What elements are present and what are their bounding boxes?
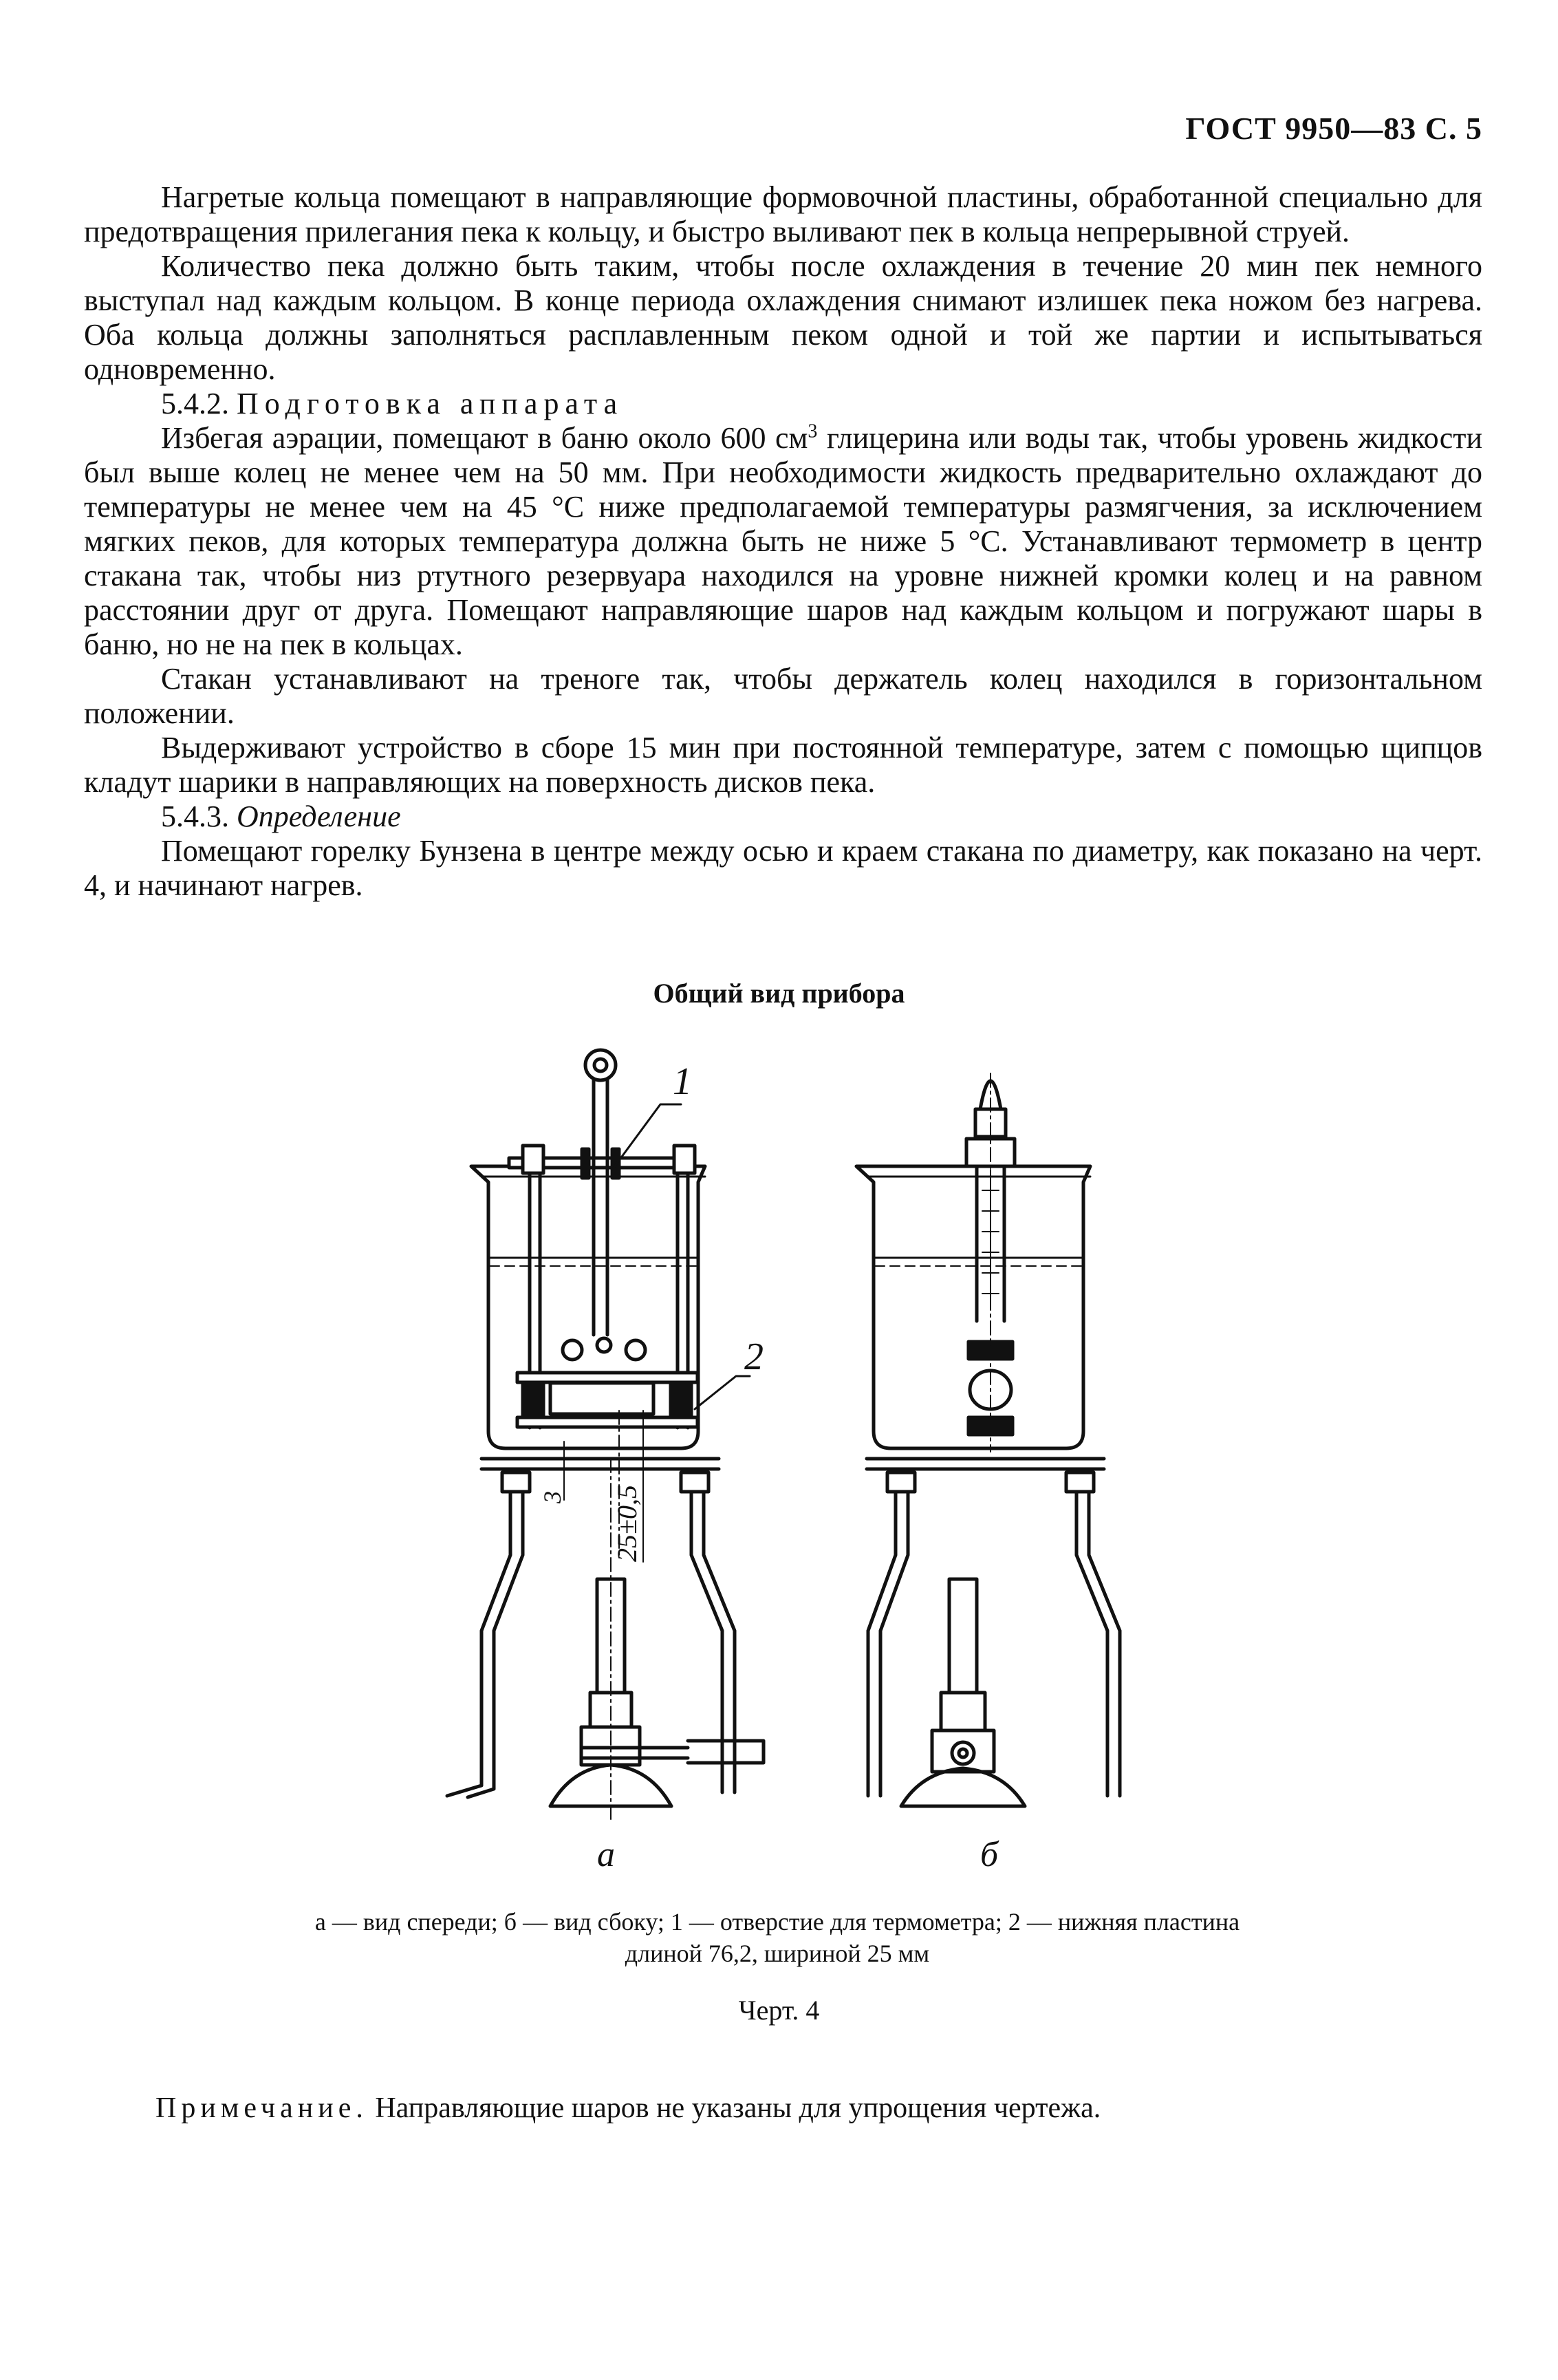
view-label-b: б xyxy=(980,1835,999,1874)
dimension-3: 3 xyxy=(539,1491,566,1503)
view-label-a: а xyxy=(597,1835,615,1874)
callout-1: 1 xyxy=(673,1060,692,1103)
section-title: Подготовка аппарата xyxy=(237,387,624,420)
side-view xyxy=(856,1073,1120,1806)
paragraph: Выдерживают устройство в сборе 15 мин при постоянной температуре, затем с помощью щипцов кладут шарики в направляющих на поверхность дисков пека. xyxy=(84,731,1482,799)
page-header: ГОСТ 9950—83 С. 5 xyxy=(1185,111,1482,146)
note-label: Примечание. xyxy=(155,2092,368,2124)
note-text: Направляющие шаров не указаны для упрощения чертежа. xyxy=(367,2092,1101,2124)
figure-caption: а — вид спереди; б — вид сбоку; 1 — отверстие для термометра; 2 — нижняя пластина длиной 76,2, шириной 25 мм xyxy=(314,1908,1240,1967)
paragraph-part: глицерина или воды так, чтобы уровень жидкости был выше колец не менее чем на 50 мм. При необходимости жидкость предварительно охлаждают до температуры не менее чем на 45 °С ниже предполагаемой температуры размягчения, за исключением мягких пеков, для которых температура должна быть не ниже 5 °С. Устанавливают термометр в центр стакана так, чтобы низ ртутного резервуара находился на уровне нижней кромки колец и на равном расстоянии друг от друга. Помещают направляющие шаров над каждым кольцом и погружают шары в баню, но не на пек в кольцах. xyxy=(84,421,1482,661)
callout-2: 2 xyxy=(744,1336,764,1378)
figure-number: Черт. 4 xyxy=(738,1995,820,2026)
note xyxy=(155,2092,1101,2125)
paragraph: Нагретые кольца помещают в направляющие формовочной пластины, обработанной специально для предотвращения прилегания пека к кольцу, и быстро выливают пек в кольца непрерывной струей. xyxy=(84,180,1482,248)
section-number: 5.4.2. xyxy=(161,387,229,420)
section-number: 5.4.3. xyxy=(161,800,229,833)
dimension-25: 25±0,5 xyxy=(612,1485,642,1562)
figure-title: Общий вид прибора xyxy=(653,978,905,1009)
section-title: Определение xyxy=(237,800,401,833)
front-view xyxy=(447,1050,764,1823)
superscript: 3 xyxy=(808,420,818,442)
paragraph: Количество пека должно быть таким, чтобы после охлаждения в течение 20 мин пек немного выступал над каждым кольцом. В конце периода охлаждения снимают излишек пека ножом без нагрева. Оба кольца должны заполняться расплавленным пеком одной и той же партии и испытываться одновременно. xyxy=(84,249,1482,386)
paragraph: Помещают горелку Бунзена в центре между осью и краем стакана по диаметру, как показано на черт. 4, и начинают нагрев. xyxy=(84,834,1482,902)
paragraph: Стакан устанавливают на треноге так, чтобы держатель колец находился в горизонтальном положении. xyxy=(84,662,1482,730)
paragraph-part: Избегая аэрации, помещают в баню около 600 см xyxy=(161,421,808,455)
